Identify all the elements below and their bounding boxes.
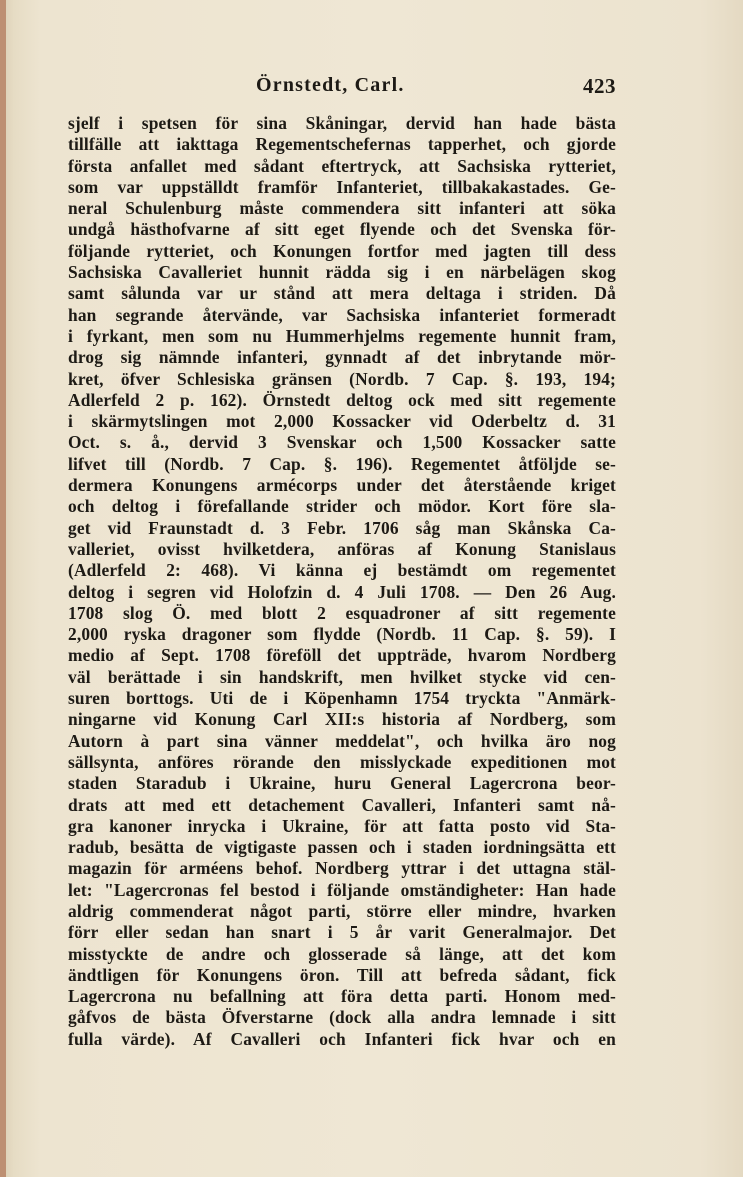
text-line: kret, öfver Schlesiska gränsen (Nordb. 7 Cap. §. 193, 194; bbox=[68, 368, 616, 389]
text-line: första anfallet med sådant eftertryck, att Sachsiska rytteriet, bbox=[68, 155, 616, 176]
running-head: Örnstedt, Carl. bbox=[256, 74, 405, 96]
text-line: Sachsiska Cavalleriet hunnit rädda sig i en närbelägen skog bbox=[68, 262, 616, 283]
text-line: sällsynta, anföres rörande den misslyckade expeditionen mot bbox=[68, 751, 616, 772]
text-line: han segrande återvände, var Sachsiska infanteriet formeradt bbox=[68, 304, 616, 325]
text-line: let: "Lagercronas fel bestod i följande omständigheter: Han hade bbox=[68, 879, 616, 900]
text-line: staden Staradub i Ukraine, huru General Lagercrona beor- bbox=[68, 773, 616, 794]
page-number: 423 bbox=[583, 74, 616, 98]
text-line: förr eller sedan han snart i 5 år varit Generalmajor. Det bbox=[68, 922, 616, 943]
text-line: lifvet till (Nordb. 7 Cap. §. 196). Regementet åtföljde se- bbox=[68, 453, 616, 474]
text-line: samt sålunda var ur stånd att mera deltaga i striden. Då bbox=[68, 283, 616, 304]
text-line: drog sig nämnde infanteri, gynnadt af det inbrytande mör- bbox=[68, 347, 616, 368]
text-line: get vid Fraunstadt d. 3 Febr. 1706 såg man Skånska Ca- bbox=[68, 517, 616, 538]
text-line: neral Schulenburg måste commendera sitt infanteri att söka bbox=[68, 198, 616, 219]
text-line: drats att med ett detachement Cavalleri, Infanteri samt nå- bbox=[68, 794, 616, 815]
text-line: gåfvos de bästa Öfverstarne (dock alla andra lemnade i sitt bbox=[68, 1007, 616, 1028]
text-line: Adlerfeld 2 p. 162). Örnstedt deltog ock med sitt regemente bbox=[68, 389, 616, 410]
text-line: fulla värde). Af Cavalleri och Infanteri fick hvar och en bbox=[68, 1028, 616, 1049]
text-line: som var uppställdt framför Infanteriet, tillbakakastades. Ge- bbox=[68, 176, 616, 197]
text-line: valleriet, ovisst hvilketdera, anföras af Konung Stanislaus bbox=[68, 538, 616, 559]
text-line: ändtligen för Konungens öron. Till att befreda sådant, fick bbox=[68, 964, 616, 985]
text-line: och deltog i förefallande strider och mödor. Kort före sla- bbox=[68, 496, 616, 517]
page-header bbox=[0, 72, 743, 106]
text-line: misstyckte de andre och glosserade så länge, att det kom bbox=[68, 943, 616, 964]
text-line: väl berättade i sin handskrift, men hvilket stycke vid cen- bbox=[68, 666, 616, 687]
text-line: ningarne vid Konung Carl XII:s historia af Nordberg, som bbox=[68, 709, 616, 730]
text-line: Autorn à part sina vänner meddelat", och hvilka äro nog bbox=[68, 730, 616, 751]
text-line: (Adlerfeld 2: 468). Vi känna ej bestämdt om regementet bbox=[68, 560, 616, 581]
page-spine-edge bbox=[0, 0, 6, 1177]
text-line: magazin för arméens behof. Nordberg yttrar i det uttagna stäl- bbox=[68, 858, 616, 879]
text-line: Oct. s. å., dervid 3 Svenskar och 1,500 Kossacker satte bbox=[68, 432, 616, 453]
text-line: gra kanoner inrycka i Ukraine, för att fatta posto vid Sta- bbox=[68, 815, 616, 836]
text-line: 2,000 ryska dragoner som flydde (Nordb. 11 Cap. §. 59). I bbox=[68, 624, 616, 645]
text-line: undgå hästhofvarne af sitt eget flyende och det Svenska för- bbox=[68, 219, 616, 240]
text-line: följande rytteriet, och Konungen fortfor med jagten till dess bbox=[68, 240, 616, 261]
text-line: 1708 slog Ö. med blott 2 esquadroner af sitt regemente bbox=[68, 602, 616, 623]
text-line: tillfälle att iakttaga Regementschefernas tapperhet, och gjorde bbox=[68, 134, 616, 155]
text-line: sjelf i spetsen för sina Skåningar, dervid han hade bästa bbox=[68, 113, 616, 133]
text-line: radub, besätta de vigtigaste passen och i staden iordningsätta ett bbox=[68, 837, 616, 858]
text-line: medio af Sept. 1708 föreföll det uppträde, hvarom Nordberg bbox=[68, 645, 616, 666]
text-line: i fyrkant, men som nu Hummerhjelms regemente hunnit fram, bbox=[68, 325, 616, 346]
text-line: deltog i segren vid Holofzin d. 4 Juli 1708. — Den 26 Aug. bbox=[68, 581, 616, 602]
text-line: dermera Konungens armécorps under det återstående kriget bbox=[68, 475, 616, 496]
text-line: Lagercrona nu befallning att föra detta parti. Honom med- bbox=[68, 986, 616, 1007]
text-line: suren borttogs. Uti de i Köpenhamn 1754 tryckta "Anmärk- bbox=[68, 688, 616, 709]
body-text bbox=[68, 113, 616, 1050]
text-line: aldrig commenderat något parti, större eller mindre, hvarken bbox=[68, 900, 616, 921]
text-line: i skärmytslingen mot 2,000 Kossacker vid Oderbeltz d. 31 bbox=[68, 411, 616, 432]
